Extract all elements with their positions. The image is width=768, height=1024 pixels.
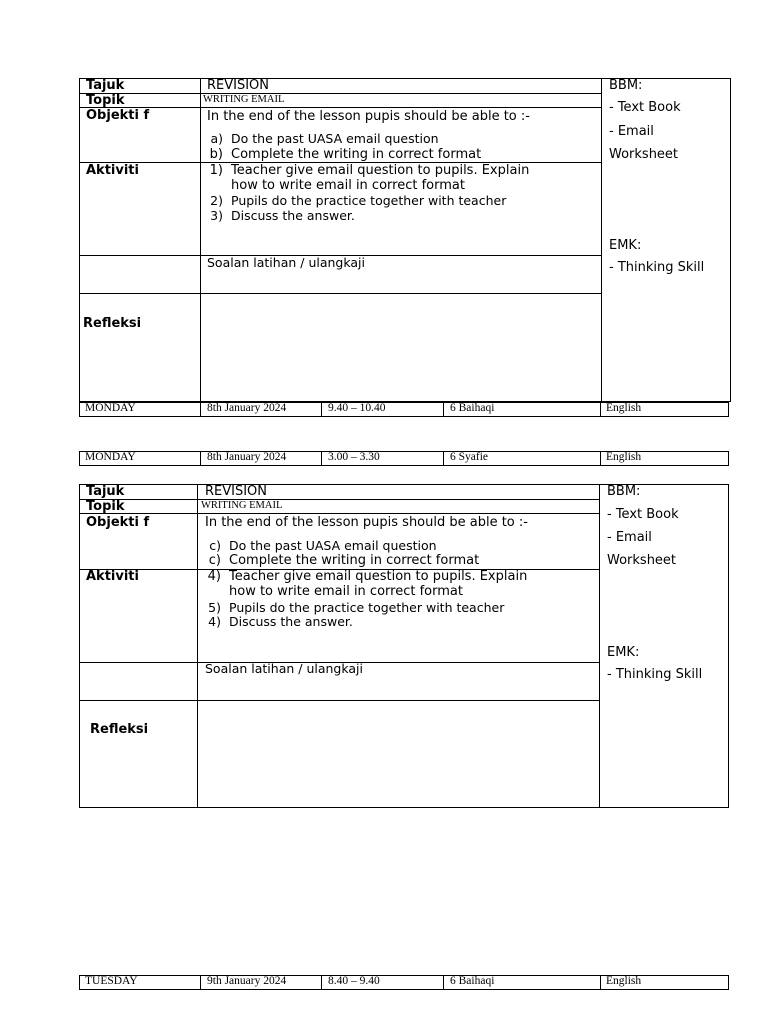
soalan-text: Soalan latihan / ulangkaji <box>205 661 363 676</box>
refleksi-label: Refleksi <box>90 722 149 737</box>
objective-text: Complete the writing in correct format <box>229 553 480 568</box>
schedule-subject: English <box>606 451 642 463</box>
bbm-item: Worksheet <box>607 553 677 568</box>
divider <box>600 451 601 466</box>
divider <box>79 293 602 294</box>
divider <box>600 975 601 990</box>
topik-label: Topik <box>86 93 125 108</box>
objective-item <box>199 540 437 553</box>
activity-text: Pupils do the practice together with teacher <box>229 600 505 615</box>
tajuk-value: REVISION <box>207 78 270 93</box>
objective-intro: In the end of the lesson pupis should be able to :- <box>205 515 528 530</box>
bbm-item: - Text Book <box>607 507 679 522</box>
list-marker: 3) <box>210 208 223 223</box>
divider <box>443 451 444 466</box>
divider <box>599 484 600 808</box>
list-marker: 4) <box>208 614 221 629</box>
schedule-date: 8th January 2024 <box>207 451 287 463</box>
tajuk-label: Tajuk <box>86 78 125 93</box>
list-marker: 5) <box>208 600 221 615</box>
objective-item <box>201 148 481 161</box>
objective-text: Do the past UASA email question <box>231 131 439 146</box>
activity-item <box>199 616 353 629</box>
divider <box>443 402 444 417</box>
bbm-title: BBM: <box>607 484 641 499</box>
activity-text: Teacher give email question to pupils. Explain <box>229 569 528 584</box>
list-marker: a) <box>210 131 223 146</box>
divider <box>79 93 602 94</box>
bbm-item: Worksheet <box>609 147 679 162</box>
objective-text: Do the past UASA email question <box>229 538 437 553</box>
bbm-item: - Email <box>609 124 654 139</box>
objective-text: Complete the writing in correct format <box>231 147 482 162</box>
divider <box>79 499 599 500</box>
tajuk-label: Tajuk <box>86 484 125 499</box>
list-marker: c) <box>209 538 221 553</box>
activity-item <box>199 570 527 583</box>
list-marker: 1) <box>209 163 223 178</box>
topik-value: WRITING EMAIL <box>201 500 283 511</box>
topik-value: WRITING EMAIL <box>203 94 285 105</box>
schedule-time: 8.40 – 9.40 <box>328 975 380 987</box>
refleksi-label: Refleksi <box>83 316 142 331</box>
schedule-class: 6 Baihaqi <box>450 975 495 987</box>
objective-intro: In the end of the lesson pupis should be able to :- <box>207 109 530 124</box>
divider <box>321 402 322 417</box>
divider <box>200 78 201 402</box>
activity-text: Teacher give email question to pupils. Explain <box>231 163 530 178</box>
divider <box>601 78 602 402</box>
schedule-day: MONDAY <box>85 451 136 463</box>
activity-text: Discuss the answer. <box>231 208 355 223</box>
objektif-label: Objekti f <box>86 108 150 123</box>
activity-item <box>199 602 504 615</box>
activity-item <box>201 210 355 223</box>
emk-title: EMK: <box>607 645 640 660</box>
objective-item <box>201 133 439 146</box>
divider <box>200 975 201 990</box>
bbm-item: - Email <box>607 530 652 545</box>
activity-item <box>201 164 529 177</box>
list-marker: c) <box>208 553 221 568</box>
bbm-item: - Text Book <box>609 100 681 115</box>
divider <box>79 107 602 108</box>
schedule-date: 8th January 2024 <box>207 402 287 414</box>
schedule-subject: English <box>606 975 642 987</box>
aktiviti-label: Aktiviti <box>86 163 139 178</box>
divider <box>443 975 444 990</box>
divider <box>200 451 201 466</box>
schedule-day: MONDAY <box>85 402 136 414</box>
schedule-date: 9th January 2024 <box>207 975 287 987</box>
activity-text-cont: how to write email in correct format <box>229 584 463 599</box>
schedule-time: 3.00 – 3.30 <box>328 451 380 463</box>
schedule-class: 6 Syafie <box>450 451 489 463</box>
activity-text: Discuss the answer. <box>229 614 353 629</box>
divider <box>197 484 198 808</box>
activity-text-cont: how to write email in correct format <box>231 178 465 193</box>
list-marker: b) <box>209 147 223 162</box>
aktiviti-label: Aktiviti <box>86 569 139 584</box>
soalan-text: Soalan latihan / ulangkaji <box>207 255 365 270</box>
divider <box>200 402 201 417</box>
emk-item: - Thinking Skill <box>607 667 703 682</box>
divider <box>79 700 599 701</box>
divider <box>600 402 601 417</box>
divider <box>321 975 322 990</box>
schedule-time: 9.40 – 10.40 <box>328 402 386 414</box>
list-marker: 2) <box>210 193 223 208</box>
activity-item <box>201 195 506 208</box>
topik-label: Topik <box>86 499 125 514</box>
objective-item <box>199 554 479 567</box>
emk-title: EMK: <box>609 238 642 253</box>
activity-text: Pupils do the practice together with teacher <box>231 193 507 208</box>
schedule-day: TUESDAY <box>85 975 138 987</box>
objektif-label: Objekti f <box>86 515 150 530</box>
schedule-subject: English <box>606 402 642 414</box>
schedule-class: 6 Baihaqi <box>450 402 495 414</box>
list-marker: 4) <box>207 569 221 584</box>
bbm-title: BBM: <box>609 78 643 93</box>
tajuk-value: REVISION <box>205 484 268 499</box>
divider <box>79 513 599 514</box>
divider <box>321 451 322 466</box>
emk-item: - Thinking Skill <box>609 260 705 275</box>
